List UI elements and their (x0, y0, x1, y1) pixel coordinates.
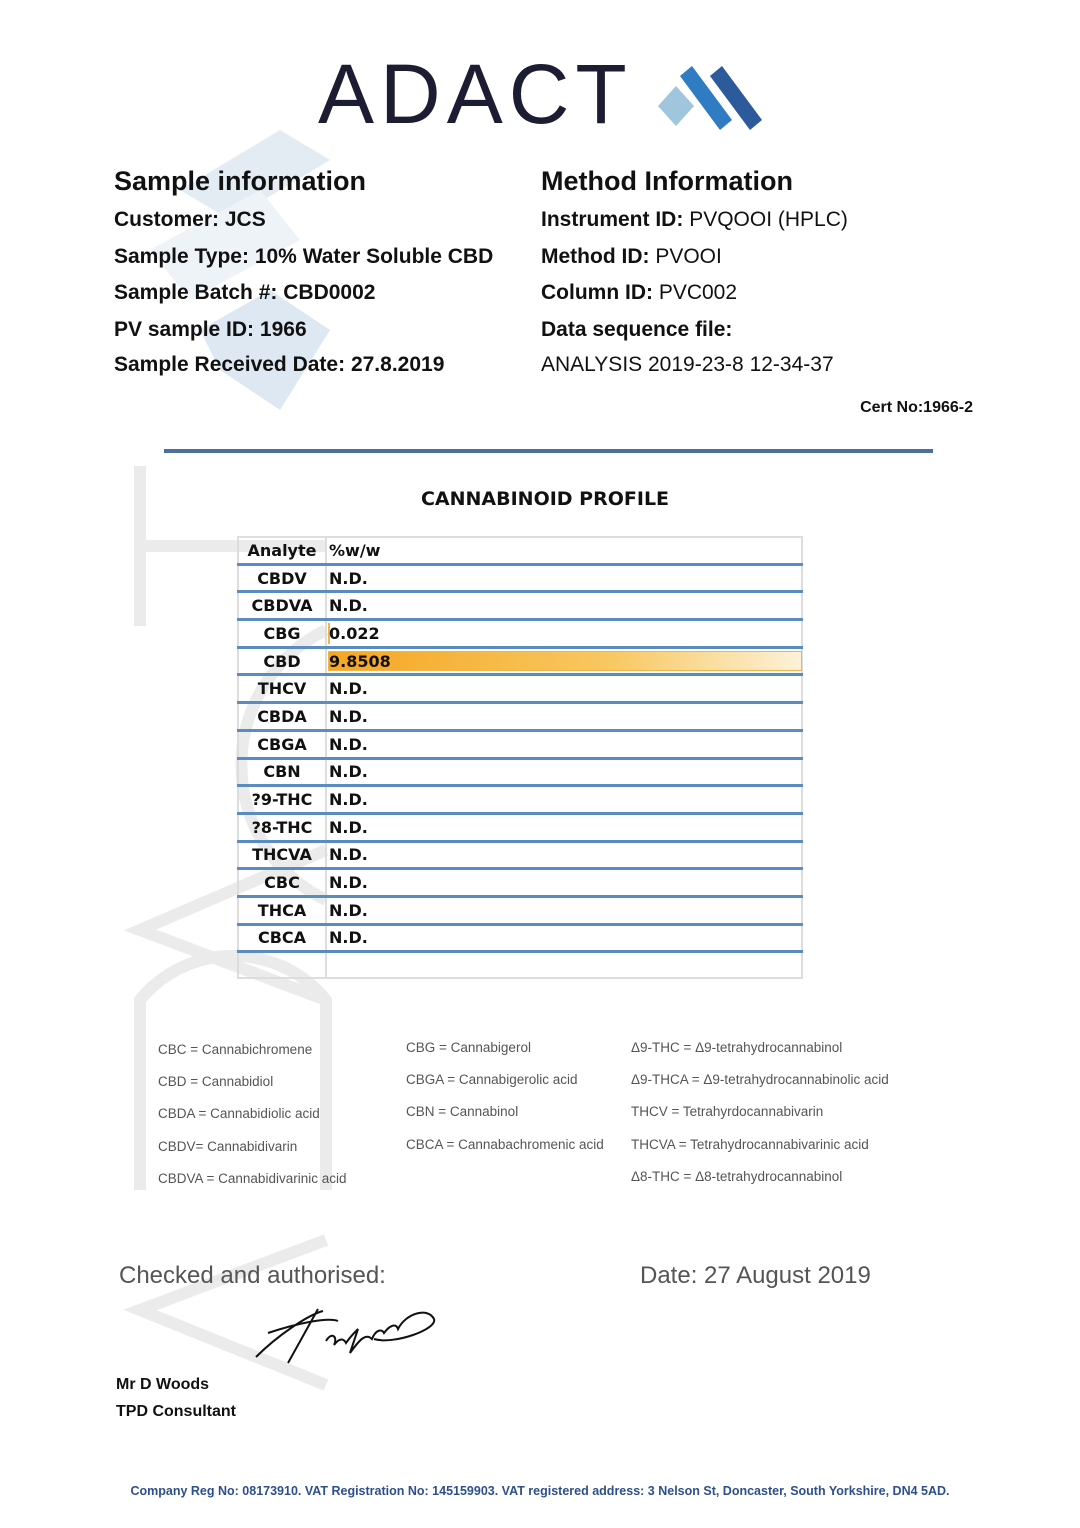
glossary-item: THCV = Tetrahyrdocannabivarin (631, 1104, 824, 1120)
auth-date: Date: 27 August 2019 (640, 1262, 871, 1289)
analyte-cell: CBN (238, 758, 326, 786)
header-value: %w/w (326, 537, 802, 564)
glossary-item: Δ8-THC = Δ8-tetrahydrocannabinol (631, 1168, 843, 1184)
value-cell: N.D. (326, 564, 802, 592)
analyte-cell: CBDA (238, 703, 326, 731)
authorised-label: Checked and authorised: (119, 1262, 386, 1289)
glossary-item: CBGA = Cannabigerolic acid (406, 1072, 578, 1088)
column-id-line: Column ID: PVC002 (541, 281, 738, 304)
profile-title: CANNABINOID PROFILE (420, 488, 670, 510)
cert-number: Cert No:1966-2 (860, 399, 973, 416)
glossary-item: CBCA = Cannabachromenic acid (406, 1136, 604, 1152)
method-id-line: Method ID: PVOOI (541, 245, 722, 268)
table-row (238, 592, 802, 620)
data-sequence-file: ANALYSIS 2019-23-8 12-34-37 (541, 353, 834, 376)
sample-info-heading: Sample information (114, 166, 367, 196)
glossary-item: Δ9-THCA = Δ9-tetrahydrocannabinolic acid (631, 1072, 889, 1088)
method-info-heading: Method Information (541, 166, 793, 196)
logo-wordmark: ADACT (318, 47, 633, 141)
signatory-name: Mr D Woods (116, 1376, 210, 1393)
value-cell: 0.022 (326, 620, 802, 648)
value-cell: N.D. (326, 730, 802, 758)
instrument-id-line: Instrument ID: PVQOOI (HPLC) (541, 208, 848, 231)
table-row (238, 841, 802, 869)
value-bar (328, 651, 802, 672)
glossary-item: CBDA = Cannabidiolic acid (158, 1106, 320, 1122)
table-row (238, 564, 802, 592)
analyte-cell: THCV (238, 675, 326, 703)
value-cell: 9.8508 (326, 647, 802, 675)
table-row (238, 924, 802, 952)
value-cell: N.D. (326, 813, 802, 841)
analyte-cell: THCVA (238, 841, 326, 869)
table-row (238, 813, 802, 841)
value-cell: N.D. (326, 592, 802, 620)
analyte-cell: ?9-THC (238, 786, 326, 814)
table-row (238, 786, 802, 814)
value-cell: N.D. (326, 924, 802, 952)
customer-line: Customer: JCS (114, 208, 266, 231)
analyte-cell: CBDVA (238, 592, 326, 620)
value-cell: N.D. (326, 869, 802, 897)
glossary-item: CBDVA = Cannabidivarinic acid (158, 1170, 347, 1186)
logo-mark-icon (658, 66, 762, 130)
table-row (238, 869, 802, 897)
table-row (238, 758, 802, 786)
table-row (238, 730, 802, 758)
value-cell: N.D. (326, 675, 802, 703)
analyte-cell: CBG (238, 620, 326, 648)
empty-cell (326, 952, 802, 979)
analyte-cell: CBC (238, 869, 326, 897)
sample-type-line: Sample Type: 10% Water Soluble CBD (114, 245, 494, 268)
company-footer: Company Reg No: 08173910. VAT Registration No: 145159903. VAT registered address: 3 Nelson St, Doncaster, South Yorkshire, DN4 5AD. (130, 1484, 950, 1498)
analyte-cell: CBDV (238, 564, 326, 592)
glossary-item: CBDV= Cannabidivarin (158, 1138, 298, 1154)
glossary-col-3 (631, 1040, 889, 1201)
table-row (238, 703, 802, 731)
divider (164, 449, 933, 453)
glossary-item: CBD = Cannabidiol (158, 1074, 274, 1090)
glossary-col-1 (158, 1042, 346, 1203)
table-row (238, 647, 802, 675)
table-row (238, 896, 802, 924)
analyte-cell: CBD (238, 647, 326, 675)
glossary-item: THCVA = Tetrahydrocannabivarinic acid (631, 1136, 869, 1152)
cannabinoid-table (237, 536, 803, 979)
table-row (238, 675, 802, 703)
pv-sample-id-line: PV sample ID: 1966 (114, 318, 307, 341)
empty-cell (238, 952, 326, 979)
glossary-item: Δ9-THC = Δ9-tetrahydrocannabinol (631, 1040, 843, 1055)
table-row-empty (238, 952, 802, 979)
signature (248, 1305, 438, 1367)
analyte-cell: CBGA (238, 730, 326, 758)
value-cell: N.D. (326, 896, 802, 924)
value-cell: N.D. (326, 841, 802, 869)
glossary-col-2 (406, 1040, 604, 1169)
sample-batch-line: Sample Batch #: CBD0002 (114, 281, 376, 304)
value-cell: N.D. (326, 703, 802, 731)
analyte-cell: CBCA (238, 924, 326, 952)
signatory-role: TPD Consultant (116, 1403, 236, 1420)
data-sequence-label: Data sequence file: (541, 318, 733, 341)
header-analyte: Analyte (238, 537, 326, 564)
glossary-item: CBG = Cannabigerol (406, 1040, 531, 1055)
received-date-line: Sample Received Date: 27.8.2019 (114, 353, 445, 376)
value-cell: N.D. (326, 786, 802, 814)
table-header-row (238, 537, 802, 564)
value-cell: N.D. (326, 758, 802, 786)
glossary-item: CBC = Cannabichromene (158, 1042, 313, 1057)
table-row (238, 620, 802, 648)
analyte-cell: ?8-THC (238, 813, 326, 841)
glossary-item: CBN = Cannabinol (406, 1104, 519, 1120)
analyte-cell: THCA (238, 896, 326, 924)
